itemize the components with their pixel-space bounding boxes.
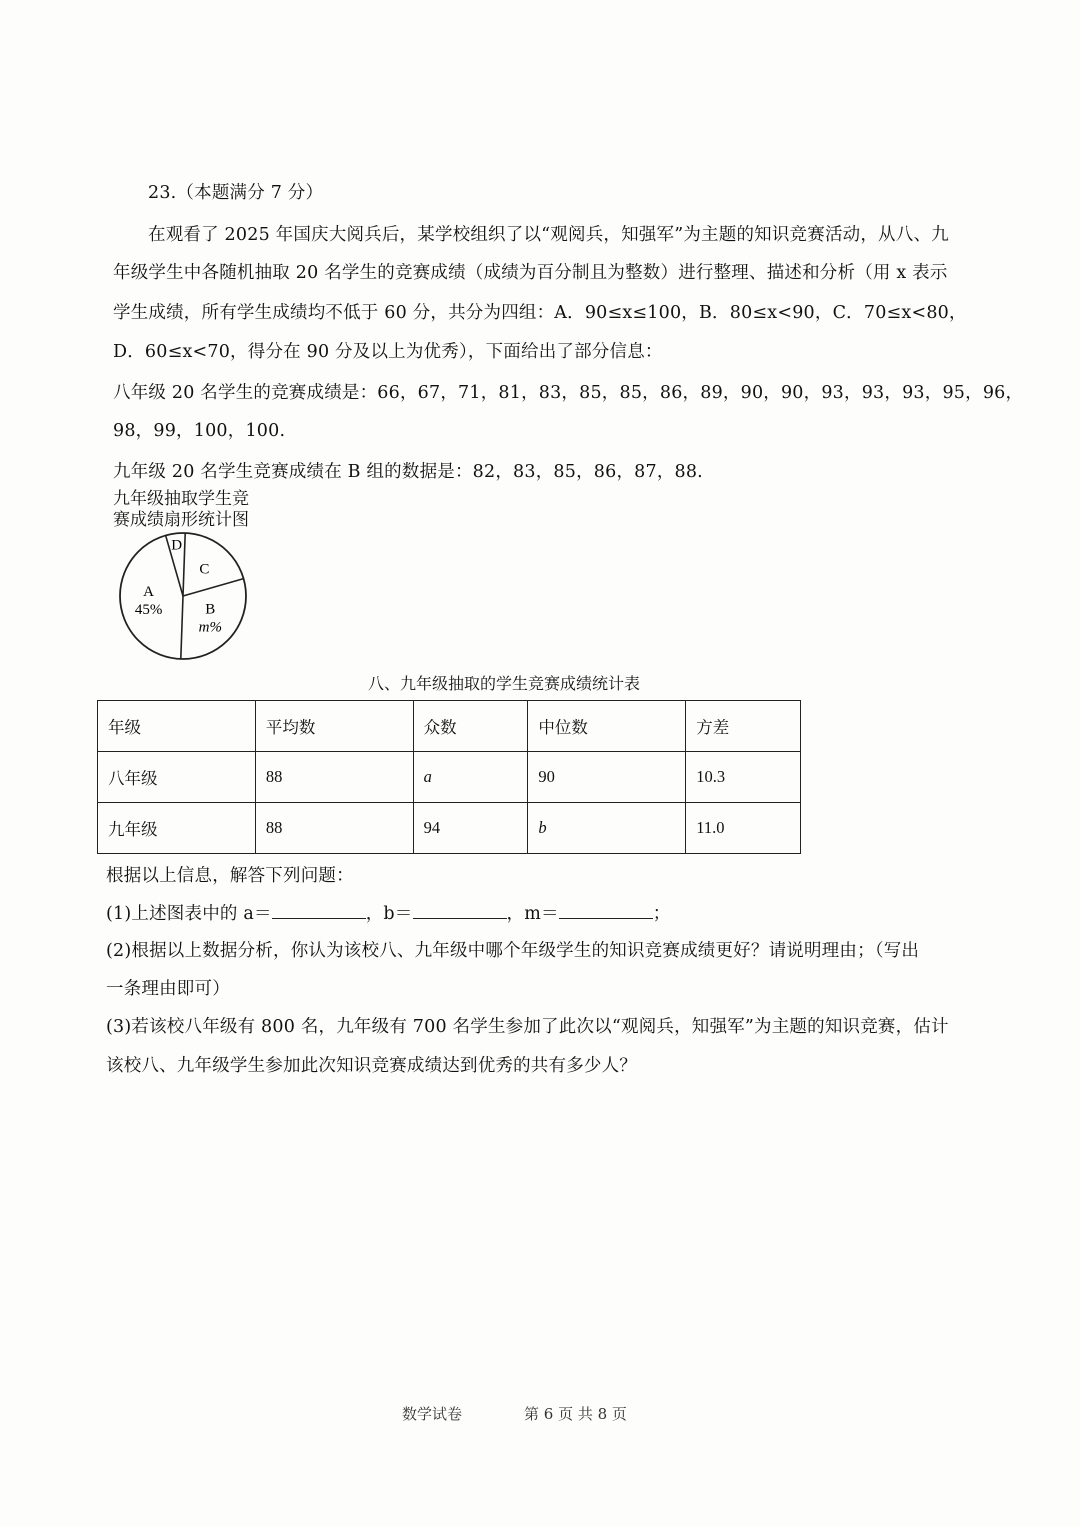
- question-2-line-1: (2)根据以上数据分析，你认为该校八、九年级中哪个年级学生的知识竞赛成绩更好？请说明理由；（写出: [106, 941, 920, 961]
- pie-slice-boundary: [183, 579, 244, 596]
- table-cell: 94: [413, 803, 528, 854]
- pie-chart-title: [113, 489, 249, 531]
- question-heading: 23.（本题满分 7 分）: [148, 183, 324, 203]
- pie-slice-label: C: [199, 561, 210, 578]
- table-cell: 90: [528, 752, 686, 803]
- pie-slice-label: B: [205, 601, 216, 618]
- table-cell: 九年级: [98, 803, 256, 854]
- intro-line-2: 年级学生中各随机抽取 20 名学生的竞赛成绩（成绩为百分制且为整数）进行整理、描述和分析（用 x 表示: [113, 263, 948, 283]
- question-3-line-2: 该校八、九年级学生参加此次知识竞赛成绩达到优秀的共有多少人？: [106, 1056, 637, 1076]
- pie-slice-value: 45%: [134, 602, 163, 619]
- q1-end: ；: [652, 904, 671, 924]
- pie-chart-title-line-2: 赛成绩扇形统计图: [113, 510, 249, 530]
- grade9-b-group-data: 九年级 20 名学生竞赛成绩在 B 组的数据是：82，83，85，86，87，88.: [113, 462, 703, 482]
- footer-page-number: 第 6 页 共 8 页: [524, 1405, 627, 1423]
- table-cell: 八年级: [98, 752, 256, 803]
- table-caption: 八、九年级抽取的学生竞赛成绩统计表: [368, 674, 641, 693]
- grade8-scores-line-2: 98，99，100，100.: [113, 421, 286, 441]
- q1-m-label: ，m＝: [506, 904, 559, 924]
- table-cell: 10.3: [686, 752, 801, 803]
- intro-line-1: 在观看了 2025 年国庆大阅兵后，某学校组织了以“观阅兵，知强军”为主题的知识竞赛活动，从八、九: [148, 225, 949, 245]
- intro-line-4: D．60≤x<70，得分在 90 分及以上为优秀），下面给出了部分信息：: [113, 342, 663, 362]
- grade8-scores-line-1: 八年级 20 名学生的竞赛成绩是：66，67，71，81，83，85，85，86，89，90，90，93，93，93，95，96，: [113, 383, 1024, 403]
- intro-line-3: 学生成绩，所有学生成绩均不低于 60 分，共分为四组：A．90≤x≤100，B．80≤x<90，C．70≤x<80，: [113, 303, 967, 323]
- footer-subject: 数学试卷: [402, 1405, 463, 1423]
- pie-slice-label: A: [143, 584, 155, 601]
- table-cell: 88: [255, 803, 413, 854]
- table-cell: 88: [255, 752, 413, 803]
- header-cell: 年级: [98, 701, 256, 752]
- table-row: [98, 803, 801, 854]
- questions-lead: 根据以上信息，解答下列问题：: [106, 866, 354, 886]
- header-cell: 中位数: [528, 701, 686, 752]
- pie-slice-label: D: [171, 537, 183, 554]
- question-1: [106, 901, 670, 926]
- pie-slice-boundary: [183, 533, 185, 596]
- table-row: [98, 752, 801, 803]
- answer-blank-m: [559, 901, 653, 919]
- question-3-line-1: (3)若该校八年级有 800 名，九年级有 700 名学生参加了此次以“观阅兵，知强军”为主题的知识竞赛，估计: [106, 1017, 949, 1037]
- q1-b-label: ，b＝: [365, 904, 413, 924]
- stats-table: [97, 700, 801, 854]
- pie-chart: [112, 530, 254, 664]
- question-2-line-2: 一条理由即可）: [106, 979, 230, 999]
- table-cell: a: [413, 752, 528, 803]
- table-cell: 11.0: [686, 803, 801, 854]
- header-cell: 众数: [413, 701, 528, 752]
- answer-blank-a: [272, 901, 366, 919]
- table-cell: b: [528, 803, 686, 854]
- q1-prefix: (1)上述图表中的 a＝: [106, 904, 272, 924]
- answer-blank-b: [413, 901, 507, 919]
- pie-slice-boundary: [181, 596, 183, 659]
- header-cell: 方差: [686, 701, 801, 752]
- table-header-row: [98, 701, 801, 752]
- pie-slice-value: m%: [198, 619, 222, 636]
- header-cell: 平均数: [255, 701, 413, 752]
- pie-chart-title-line-1: 九年级抽取学生竞: [113, 489, 249, 509]
